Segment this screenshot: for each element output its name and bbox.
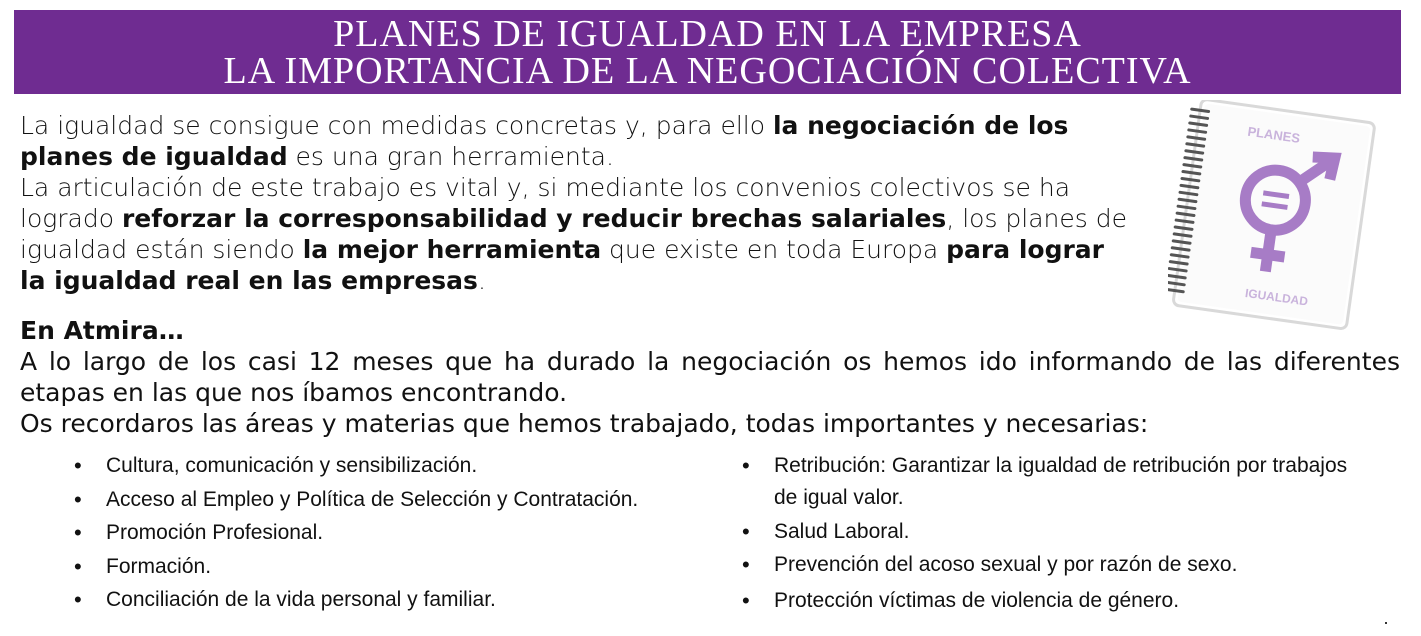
intro-paragraph-1 bbox=[20, 110, 1130, 172]
list-item bbox=[72, 450, 722, 482]
intro-p1-text-c: es una gran herramienta. bbox=[287, 142, 614, 171]
intro-p2-bold-b: reforzar la corresponsabilidad y reducir brechas salariales bbox=[121, 204, 947, 233]
list-item-text: Conciliación de la vida personal y familiar. bbox=[106, 588, 496, 611]
intro-p2-text-g: . bbox=[477, 266, 486, 295]
list-item-text: Formación. bbox=[106, 554, 212, 578]
list-item-text: Protección víctimas de violencia de género. bbox=[774, 589, 1180, 612]
intro-p2-bold-f: para lograr la igualdad real en las empresas bbox=[20, 235, 1104, 295]
intro-p2-text-a: La articulación de este trabajo es vital y, si mediante los convenios colectivos se ha logrado bbox=[20, 173, 1071, 233]
decorative-dot bbox=[1385, 622, 1387, 624]
areas-list-right bbox=[740, 450, 1360, 619]
list-item-text: Prevención del acoso sexual y por razón de sexo. bbox=[774, 553, 1238, 576]
section-paragraph-2: Os recordaros las áreas y materias que hemos trabajado, todas importantes y necesarias: bbox=[20, 409, 1149, 438]
bullet-icon: • bbox=[742, 552, 750, 577]
notebook-bottom-label: IGUALDAD bbox=[1244, 285, 1309, 309]
list-item bbox=[740, 450, 1360, 514]
section-paragraph-1: A lo largo de los casi 12 meses que ha durado la negociación os hemos ido informando de las diferentes etapas en las que nos íbamos encontrando. bbox=[20, 347, 1400, 407]
intro-paragraph-2 bbox=[20, 172, 1130, 296]
list-item bbox=[72, 551, 722, 583]
bullet-icon: • bbox=[74, 520, 82, 545]
title-banner bbox=[14, 10, 1401, 94]
equality-plan-notebook-image bbox=[1168, 100, 1378, 335]
list-item-text: Retribución: Garantizar la igualdad de retribución por trabajos de igual valor. bbox=[774, 454, 1348, 509]
areas-list-left bbox=[72, 450, 722, 618]
notebook-top-label: PLANES bbox=[1246, 123, 1301, 146]
intro-text bbox=[20, 110, 1130, 296]
bullet-icon: • bbox=[742, 453, 750, 478]
list-item-text: Promoción Profesional. bbox=[106, 521, 324, 544]
bullet-icon: • bbox=[74, 587, 82, 612]
section-heading: En Atmira… bbox=[20, 316, 184, 345]
atmira-section bbox=[20, 315, 1400, 439]
title-line-1: PLANES DE IGUALDAD EN LA EMPRESA bbox=[333, 13, 1082, 55]
list-item bbox=[740, 549, 1360, 581]
intro-p2-text-c: , los planes de igualdad están siendo bbox=[20, 204, 1128, 264]
intro-p1-bold: la negociación de los planes de igualdad bbox=[20, 111, 1069, 171]
bullet-icon: • bbox=[742, 588, 750, 613]
bullet-icon: • bbox=[74, 453, 82, 478]
intro-p2-text-e: que existe en toda Europa bbox=[601, 235, 947, 264]
list-item-text: Salud Laboral. bbox=[774, 519, 910, 543]
list-item-text: Acceso al Empleo y Política de Selección y Contratación. bbox=[106, 487, 639, 511]
list-item bbox=[72, 484, 722, 516]
list-item bbox=[740, 516, 1360, 548]
list-item-text: Cultura, comunicación y sensibilización. bbox=[106, 454, 478, 477]
list-item bbox=[72, 517, 722, 549]
bullet-icon: • bbox=[74, 553, 82, 579]
intro-p1-text-a: La igualdad se consigue con medidas concretas y, para ello bbox=[20, 111, 773, 140]
list-item bbox=[72, 584, 722, 616]
intro-p2-bold-d: la mejor herramienta bbox=[302, 235, 602, 264]
bullet-icon: • bbox=[742, 518, 750, 544]
list-item bbox=[740, 585, 1360, 617]
bullet-icon: • bbox=[74, 486, 82, 512]
title-line-2: LA IMPORTANCIA DE LA NEGOCIACIÓN COLECTIVA bbox=[223, 50, 1192, 92]
